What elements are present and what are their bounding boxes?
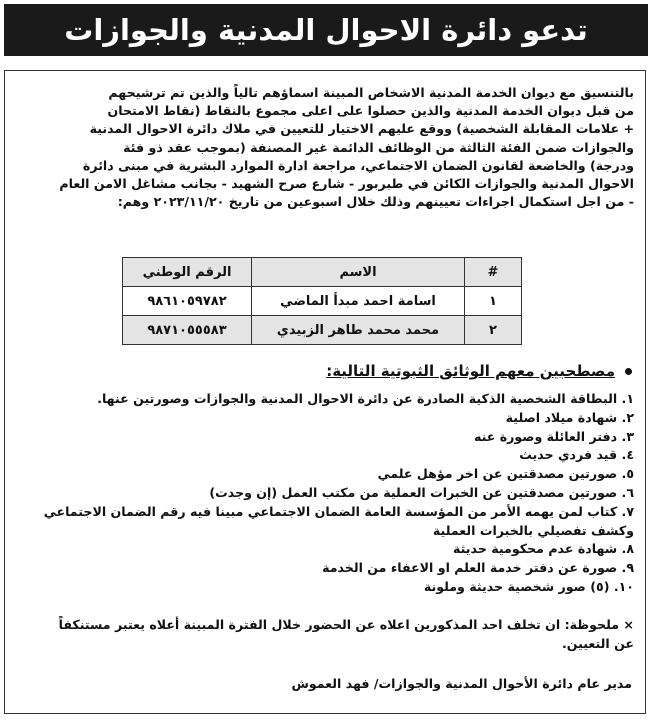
header-national-id: الرقم الوطني <box>123 258 252 287</box>
list-item: ٤. قيد فردي حديث <box>519 447 634 463</box>
row-national-id: ٩٨٦١٠٥٩٧٨٢ <box>123 287 252 316</box>
table-row <box>123 316 522 345</box>
header-number: # <box>465 258 522 287</box>
intro-line: بالتنسيق مع ديوان الخدمة المدنية الاشخاص المبينة اسماؤهم تالياً والذين تم ترشيحهم <box>108 85 634 100</box>
table-header-row <box>123 258 522 287</box>
row-name: محمد محمد طاهر الزبيدي <box>252 316 465 345</box>
documents-title: مصطحبين معهم الوثائق الثبوتية التالية: <box>326 362 615 380</box>
list-item: ٢. شهادة ميلاد اصلية <box>505 409 634 425</box>
list-item: ٩. صورة عن دفتر خدمة العلم او الاعفاء من الخدمة <box>322 560 634 576</box>
row-national-id: ٩٨٧١٠٥٥٥٨٣ <box>123 316 252 345</box>
announcement-header <box>4 4 648 56</box>
header-name: الاسم <box>252 258 465 287</box>
intro-line: ودرجة) والخاضعة لقانون الضمان الاجتماعي، مراجعة ادارة الموارد البشرية في مبنى دائرة <box>82 157 634 173</box>
note-paragraph <box>14 616 634 654</box>
list-item: ٨. شهادة عدم محكومية حديثة <box>453 541 634 557</box>
row-name: اسامة احمد مبدأ الماضي <box>252 287 465 316</box>
list-item: ١٠. (٥) صور شخصية حديثة وملونة <box>423 578 634 594</box>
list-item: ٧. كتاب لمن يهمه الأمر من المؤسسة العامة الضمان الاجتماعي مبينا فيه رقم الضمان الاجتماعي <box>43 503 634 519</box>
list-item: ٦. صورتين مصدقتين عن الخبرات العملية من مكتب العمل (إن وجدت) <box>209 484 634 500</box>
intro-line: من قبل ديوان الخدمة المدنية والذين حصلوا على اعلى مجموع بالنقاط (نقاط الامتحان <box>107 103 634 119</box>
intro-line: - من اجل استكمال اجراءات تعيينهم وذلك خلال اسبوعين من تاريخ ٢٠٢٣/١١/٢٠ وهم: <box>117 194 634 210</box>
header-title: تدعو دائرة الاحوال المدنية والجوازات <box>64 13 588 47</box>
documents-list <box>14 390 634 597</box>
bullet-icon <box>625 368 632 375</box>
row-number: ١ <box>465 287 522 316</box>
documents-heading <box>326 362 632 380</box>
intro-paragraph <box>18 84 634 211</box>
note-line: عن التعيين. <box>561 635 634 651</box>
intro-line: + علامات المقابلة الشخصية) ووقع عليهم الاختيار للتعيين في ملاك دائرة الاحوال المدنية <box>89 121 634 137</box>
candidates-table <box>122 257 522 345</box>
list-item: وكشف تفصيلي بالخبرات العملية <box>432 522 634 538</box>
note-line: × ملحوظة: ان تخلف احد المذكورين اعلاه عن الحضور خلال الفترة المبينة أعلاه يعتبر مستنكفاً <box>58 617 634 632</box>
list-item: ٣. دفتر العائلة وصورة عنه <box>473 428 634 444</box>
list-item: ١. البطاقة الشخصية الذكية الصادرة عن دائرة الاحوال المدنية والجوازات وصورتين عنها. <box>97 391 634 406</box>
signature-line: مدير عام دائرة الأحوال المدنية والجوازات/ فهد العموش <box>291 676 632 691</box>
list-item: ٥. صورتين مصدقتين عن اخر مؤهل علمي <box>377 466 634 482</box>
intro-line: والجوازات ضمن الفئة الثالثة من الوظائف الدائمة غير المصنفة (بموجب عقد ذو فئة <box>123 139 634 155</box>
table-row <box>123 287 522 316</box>
row-number: ٢ <box>465 316 522 345</box>
intro-line: الاحوال المدنية والجوازات الكائن في طبربور - شارع صرح الشهيد - بجانب مشاغل الامن العام <box>59 176 634 192</box>
